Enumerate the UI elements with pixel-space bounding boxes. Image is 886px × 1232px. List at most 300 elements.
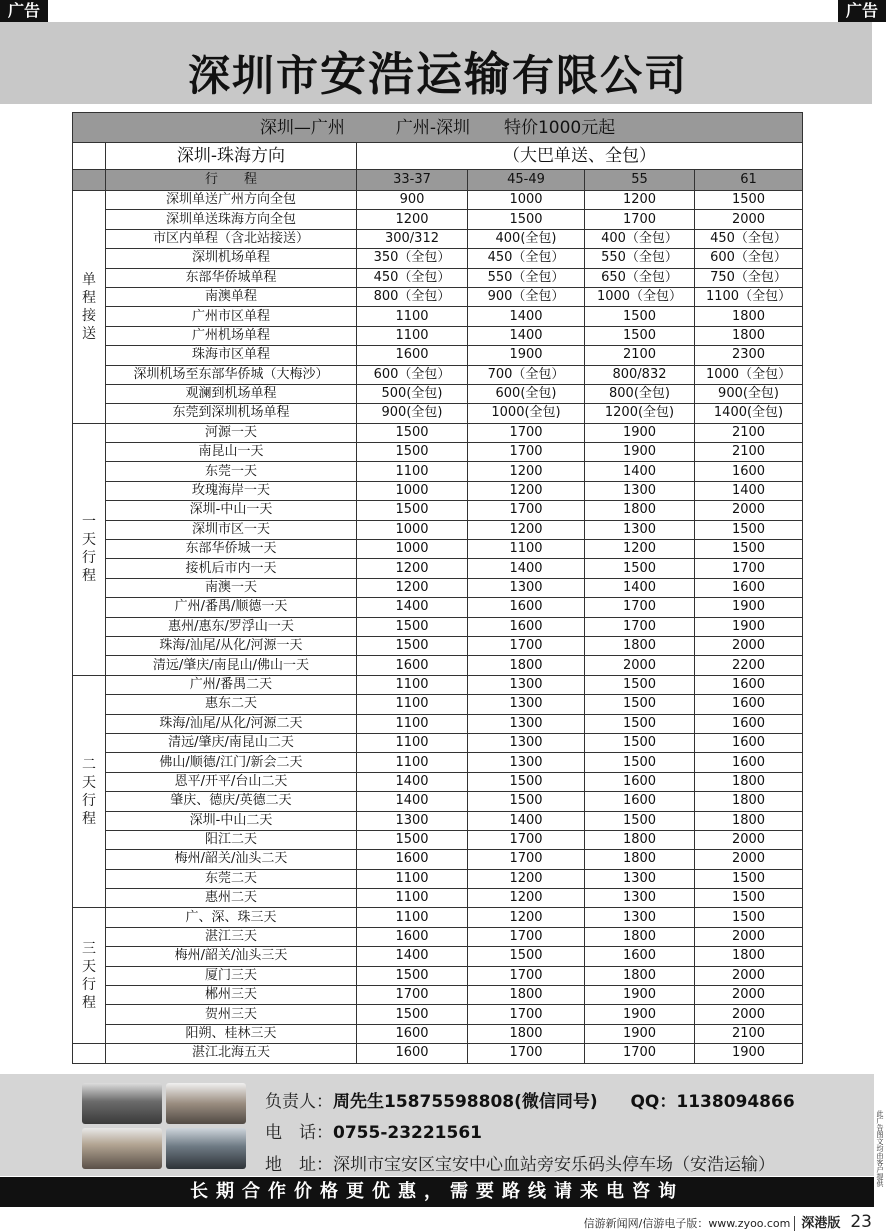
direction-row [73, 143, 803, 170]
price-cell: 1800 [585, 927, 695, 946]
route-name: 惠东二天 [106, 695, 357, 714]
price-cell: 1700 [585, 1044, 695, 1063]
price-cell: 1200 [468, 462, 585, 481]
price-cell: 1100 [468, 540, 585, 559]
price-cell: 1500 [357, 423, 468, 442]
price-row [73, 326, 803, 345]
route-name: 深圳单送珠海方向全包 [106, 210, 357, 229]
price-cell: 1500 [468, 210, 585, 229]
price-cell: 1500 [695, 908, 803, 927]
price-cell: 1400(全包) [695, 404, 803, 423]
route-name: 梅州/韶关/汕头三天 [106, 947, 357, 966]
price-cell: 1300 [585, 481, 695, 500]
person-label: 负责人： [265, 1092, 333, 1112]
price-cell: 1500 [695, 520, 803, 539]
price-cell: 1900 [585, 423, 695, 442]
price-row [73, 481, 803, 500]
price-cell: 1500 [585, 326, 695, 345]
price-row [73, 462, 803, 481]
route-name: 湛江三天 [106, 927, 357, 946]
price-cell: 400(全包) [468, 229, 585, 248]
price-cell: 1300 [468, 675, 585, 694]
price-cell: 1800 [585, 966, 695, 985]
price-cell: 2000 [695, 927, 803, 946]
price-cell: 1200 [468, 889, 585, 908]
blank-cell [73, 170, 106, 191]
price-cell: 800（全包） [357, 287, 468, 306]
price-row [73, 346, 803, 365]
company-header [0, 22, 872, 104]
price-cell: 1300 [585, 908, 695, 927]
bus-photo [166, 1128, 246, 1169]
price-cell: 1600 [695, 578, 803, 597]
route-name: 接机后市内一天 [106, 559, 357, 578]
price-cell: 1100 [357, 695, 468, 714]
price-cell: 1500 [357, 617, 468, 636]
address-label: 地 址： [265, 1155, 333, 1175]
route-name: 广州市区单程 [106, 307, 357, 326]
price-cell: 900(全包) [695, 384, 803, 403]
price-cell: 1400 [585, 462, 695, 481]
price-cell: 1900 [695, 598, 803, 617]
price-cell: 1700 [468, 1044, 585, 1063]
price-row [73, 656, 803, 675]
direction-text: 深圳-珠海方向 [106, 143, 357, 170]
price-cell: 1500 [695, 540, 803, 559]
price-cell: 700（全包） [468, 365, 585, 384]
price-cell: 1900 [585, 443, 695, 462]
price-cell: 600（全包） [357, 365, 468, 384]
price-cell: 1200 [468, 908, 585, 927]
price-row [73, 520, 803, 539]
route-name: 厦门三天 [106, 966, 357, 985]
price-row [73, 927, 803, 946]
price-cell: 1500 [357, 443, 468, 462]
price-cell: 1300 [468, 753, 585, 772]
seat-col-header: 55 [585, 170, 695, 191]
price-cell: 1500 [357, 501, 468, 520]
price-cell: 1800 [695, 811, 803, 830]
price-row [73, 540, 803, 559]
banner-row [73, 113, 803, 143]
price-row [73, 695, 803, 714]
bus-photos [82, 1083, 248, 1169]
price-row [73, 287, 803, 306]
price-row [73, 869, 803, 888]
price-cell: 1600 [585, 792, 695, 811]
route-header: 行 程 [106, 170, 357, 191]
price-cell: 1300 [468, 578, 585, 597]
price-row [73, 501, 803, 520]
blank-cell [73, 1044, 106, 1063]
price-cell: 1300 [468, 714, 585, 733]
price-cell: 2200 [695, 656, 803, 675]
phone-value: 0755-23221561 [333, 1123, 482, 1143]
price-cell: 1600 [357, 927, 468, 946]
price-cell: 1700 [585, 210, 695, 229]
price-cell: 1500 [357, 1005, 468, 1024]
price-cell: 1100 [357, 462, 468, 481]
seat-col-header: 33-37 [357, 170, 468, 191]
route-name: 珠海/汕尾/从化/河源二天 [106, 714, 357, 733]
price-row [73, 908, 803, 927]
qq-value: 1138094866 [676, 1092, 795, 1112]
price-cell: 2000 [695, 1005, 803, 1024]
route-name: 玫瑰海岸一天 [106, 481, 357, 500]
route-name: 深圳市区一天 [106, 520, 357, 539]
price-row [73, 365, 803, 384]
route-name: 东部华侨城一天 [106, 540, 357, 559]
price-table [72, 112, 803, 1064]
route-name: 广州/番禺/顺德一天 [106, 598, 357, 617]
price-cell: 1400 [468, 307, 585, 326]
price-row [73, 792, 803, 811]
price-row [73, 889, 803, 908]
price-row [73, 423, 803, 442]
route-name: 佛山/顺德/江门/新会二天 [106, 753, 357, 772]
price-row [73, 850, 803, 869]
price-cell: 1700 [357, 986, 468, 1005]
price-cell: 1600 [695, 753, 803, 772]
category-label: 二 天 行 程 [73, 675, 106, 908]
price-cell: 1100 [357, 714, 468, 733]
price-cell: 1400 [585, 578, 695, 597]
category-label: 一 天 行 程 [73, 423, 106, 675]
price-row [73, 249, 803, 268]
price-cell: 900（全包） [468, 287, 585, 306]
price-row [73, 772, 803, 791]
route-name: 南昆山一天 [106, 443, 357, 462]
price-cell: 1500 [585, 714, 695, 733]
bus-photo [82, 1083, 162, 1124]
price-cell: 1200 [468, 869, 585, 888]
price-cell: 1900 [695, 617, 803, 636]
price-cell: 1100 [357, 889, 468, 908]
price-row [73, 1005, 803, 1024]
price-cell: 1500 [585, 811, 695, 830]
price-cell: 1000 [357, 520, 468, 539]
price-cell: 1100（全包） [695, 287, 803, 306]
route-name: 珠海/汕尾/从化/河源一天 [106, 636, 357, 655]
route-name: 河源一天 [106, 423, 357, 442]
route-name: 观澜到机场单程 [106, 384, 357, 403]
price-cell: 1100 [357, 675, 468, 694]
route-name: 清远/肇庆/南昆山二天 [106, 733, 357, 752]
price-row [73, 1024, 803, 1043]
price-cell: 1600 [468, 598, 585, 617]
price-cell: 1000（全包） [585, 287, 695, 306]
price-cell: 1600 [357, 850, 468, 869]
price-cell: 600（全包） [695, 249, 803, 268]
price-cell: 550（全包） [468, 268, 585, 287]
price-cell: 1700 [468, 927, 585, 946]
route-name: 珠海市区单程 [106, 346, 357, 365]
price-cell: 2100 [695, 1024, 803, 1043]
price-cell: 1200 [357, 578, 468, 597]
contact-person [265, 1087, 795, 1112]
price-row [73, 947, 803, 966]
price-cell: 1300 [585, 889, 695, 908]
price-cell: 1800 [585, 636, 695, 655]
price-cell: 1800 [585, 850, 695, 869]
price-cell: 1600 [695, 695, 803, 714]
qq-label: QQ： [630, 1092, 677, 1112]
route-name: 惠州二天 [106, 889, 357, 908]
price-row [73, 636, 803, 655]
price-cell: 1100 [357, 307, 468, 326]
category-label: 三 天 行 程 [73, 908, 106, 1044]
price-cell: 2000 [585, 656, 695, 675]
route-name: 阳江二天 [106, 830, 357, 849]
price-cell: 1200(全包) [585, 404, 695, 423]
price-cell: 1500 [357, 966, 468, 985]
price-cell: 2100 [585, 346, 695, 365]
price-cell: 2100 [695, 423, 803, 442]
price-cell: 450（全包） [468, 249, 585, 268]
blank-cell [73, 143, 106, 170]
price-cell: 1400 [357, 598, 468, 617]
price-cell: 1500 [585, 559, 695, 578]
price-cell: 1600 [695, 733, 803, 752]
price-cell: 1800 [585, 830, 695, 849]
route-name: 阳朔、桂林三天 [106, 1024, 357, 1043]
price-cell: 1700 [695, 559, 803, 578]
price-cell: 1300 [468, 733, 585, 752]
price-cell: 1700 [468, 423, 585, 442]
price-cell: 1100 [357, 869, 468, 888]
price-cell: 1500 [695, 869, 803, 888]
price-cell: 1600 [357, 656, 468, 675]
price-cell: 1900 [695, 1044, 803, 1063]
price-cell: 1600 [585, 772, 695, 791]
price-cell: 1100 [357, 753, 468, 772]
route-name: 广州机场单程 [106, 326, 357, 345]
footer-edition: 深港版 [794, 1216, 840, 1231]
route-name: 广、深、珠三天 [106, 908, 357, 927]
price-cell: 1700 [468, 1005, 585, 1024]
price-cell: 1600 [585, 947, 695, 966]
price-cell: 1400 [468, 811, 585, 830]
route-name: 梅州/韶关/汕头二天 [106, 850, 357, 869]
price-cell: 1500 [695, 889, 803, 908]
price-row [73, 210, 803, 229]
price-cell: 1600 [357, 346, 468, 365]
price-cell: 1900 [585, 986, 695, 1005]
price-cell: 1400 [357, 792, 468, 811]
price-row [73, 598, 803, 617]
price-cell: 1200 [357, 559, 468, 578]
price-row [73, 617, 803, 636]
side-note: 此广告图文均由客户提供 [876, 1110, 884, 1187]
price-cell: 1500 [585, 753, 695, 772]
route-name: 清远/肇庆/南昆山/佛山一天 [106, 656, 357, 675]
price-cell: 1200 [585, 191, 695, 210]
page-number: 23 [850, 1212, 872, 1232]
price-cell: 1600 [357, 1024, 468, 1043]
price-cell: 1500 [468, 772, 585, 791]
price-cell: 800(全包) [585, 384, 695, 403]
price-cell: 550（全包） [585, 249, 695, 268]
price-row [73, 675, 803, 694]
price-row [73, 268, 803, 287]
route-name: 恩平/开平/台山二天 [106, 772, 357, 791]
price-row [73, 229, 803, 248]
price-cell: 1700 [585, 598, 695, 617]
price-row [73, 830, 803, 849]
price-row [73, 191, 803, 210]
price-cell: 1800 [468, 986, 585, 1005]
company-title-pre: 深圳市 [187, 51, 320, 100]
price-cell: 2300 [695, 346, 803, 365]
price-cell: 2000 [695, 850, 803, 869]
price-cell: 1600 [695, 675, 803, 694]
price-cell: 1400 [695, 481, 803, 500]
price-cell: 650（全包） [585, 268, 695, 287]
price-row [73, 559, 803, 578]
price-cell: 1500 [357, 636, 468, 655]
price-row [73, 966, 803, 985]
price-cell: 1700 [585, 617, 695, 636]
route-name: 贺州三天 [106, 1005, 357, 1024]
route-name: 郴州三天 [106, 986, 357, 1005]
price-cell: 1200 [585, 540, 695, 559]
route-name: 南澳单程 [106, 287, 357, 306]
bus-interior-photo [166, 1083, 246, 1124]
price-cell: 750（全包） [695, 268, 803, 287]
price-cell: 1500 [468, 792, 585, 811]
price-cell: 1500 [357, 830, 468, 849]
company-title [4, 38, 872, 104]
price-cell: 1300 [585, 520, 695, 539]
header-row [73, 170, 803, 191]
price-cell: 1600 [468, 617, 585, 636]
price-cell: 1800 [695, 326, 803, 345]
price-row [73, 384, 803, 403]
route-name: 深圳单送广州方向全包 [106, 191, 357, 210]
price-cell: 1000 [468, 191, 585, 210]
route-name: 市区内单程（含北站接送） [106, 229, 357, 248]
price-cell: 1700 [468, 636, 585, 655]
price-cell: 2000 [695, 966, 803, 985]
price-cell: 1600 [695, 462, 803, 481]
person-value: 周先生15875598808(微信同号) [333, 1092, 598, 1112]
price-cell: 1300 [468, 695, 585, 714]
route-name: 南澳一天 [106, 578, 357, 597]
price-cell: 900 [357, 191, 468, 210]
price-cell: 1600 [357, 1044, 468, 1063]
price-cell: 1000(全包) [468, 404, 585, 423]
price-cell: 450（全包） [357, 268, 468, 287]
price-cell: 2000 [695, 636, 803, 655]
route-name: 深圳-中山一天 [106, 501, 357, 520]
price-cell: 1500 [585, 695, 695, 714]
price-cell: 1500 [585, 307, 695, 326]
price-cell: 1200 [468, 520, 585, 539]
price-cell: 1800 [695, 947, 803, 966]
price-cell: 1900 [585, 1005, 695, 1024]
route-name: 肇庆、德庆/英德二天 [106, 792, 357, 811]
price-cell: 350（全包） [357, 249, 468, 268]
price-cell: 1800 [695, 307, 803, 326]
price-cell: 1700 [468, 850, 585, 869]
price-cell: 1700 [468, 443, 585, 462]
price-cell: 1900 [585, 1024, 695, 1043]
seat-col-header: 61 [695, 170, 803, 191]
price-cell: 1100 [357, 326, 468, 345]
footer-site: 信游新闻网/信游电子版：www.zyoo.com [583, 1217, 791, 1230]
route-name: 深圳机场单程 [106, 249, 357, 268]
price-row [73, 443, 803, 462]
price-cell: 2000 [695, 986, 803, 1005]
price-cell: 450（全包） [695, 229, 803, 248]
route-name: 东莞一天 [106, 462, 357, 481]
ad-label-right: 广告 [838, 0, 886, 22]
route-name: 惠州/惠东/罗浮山一天 [106, 617, 357, 636]
route-name: 东莞二天 [106, 869, 357, 888]
address-value: 深圳市宝安区宝安中心血站旁安乐码头停车场（安浩运输） [333, 1155, 775, 1175]
price-cell: 1800 [468, 1024, 585, 1043]
price-cell: 1800 [468, 656, 585, 675]
page-footer [584, 1212, 872, 1232]
price-cell: 1100 [357, 733, 468, 752]
price-row [73, 753, 803, 772]
company-title-post: 有限公司 [512, 51, 689, 100]
route-name: 东部华侨城单程 [106, 268, 357, 287]
price-cell: 1700 [468, 966, 585, 985]
route-name: 深圳机场至东部华侨城（大梅沙） [106, 365, 357, 384]
price-row [73, 811, 803, 830]
price-cell: 1500 [585, 675, 695, 694]
price-row [73, 714, 803, 733]
price-cell: 1000 [357, 481, 468, 500]
price-cell: 900(全包) [357, 404, 468, 423]
price-cell: 1400 [357, 772, 468, 791]
contact-address [265, 1150, 775, 1175]
package-note: （大巴单送、全包） [357, 143, 803, 170]
banner-text: 深圳—广州 广州-深圳 特价1000元起 [73, 113, 803, 143]
price-cell: 800/832 [585, 365, 695, 384]
price-cell: 1900 [468, 346, 585, 365]
bus-interior-photo [82, 1128, 162, 1169]
price-cell: 300/312 [357, 229, 468, 248]
seat-col-header: 45-49 [468, 170, 585, 191]
route-name: 广州/番禺二天 [106, 675, 357, 694]
price-cell: 1300 [585, 869, 695, 888]
price-row [73, 1044, 803, 1063]
price-row [73, 404, 803, 423]
price-cell: 600(全包) [468, 384, 585, 403]
price-cell: 1700 [468, 501, 585, 520]
ad-label-left: 广告 [0, 0, 48, 22]
price-cell: 2000 [695, 830, 803, 849]
company-title-mid: 安浩运输 [320, 47, 512, 101]
slogan-banner: 长期合作价格更优惠，需要路线请来电咨询 [0, 1177, 874, 1207]
route-name: 深圳-中山二天 [106, 811, 357, 830]
route-name: 东莞到深圳机场单程 [106, 404, 357, 423]
route-name: 湛江北海五天 [106, 1044, 357, 1063]
price-cell: 1600 [695, 714, 803, 733]
price-cell: 1700 [468, 830, 585, 849]
price-cell: 2000 [695, 501, 803, 520]
price-cell: 1000（全包） [695, 365, 803, 384]
price-cell: 500(全包) [357, 384, 468, 403]
phone-label: 电 话： [265, 1123, 333, 1143]
price-cell: 1500 [695, 191, 803, 210]
price-cell: 1400 [468, 326, 585, 345]
price-cell: 1400 [357, 947, 468, 966]
price-cell: 2000 [695, 210, 803, 229]
price-row [73, 307, 803, 326]
